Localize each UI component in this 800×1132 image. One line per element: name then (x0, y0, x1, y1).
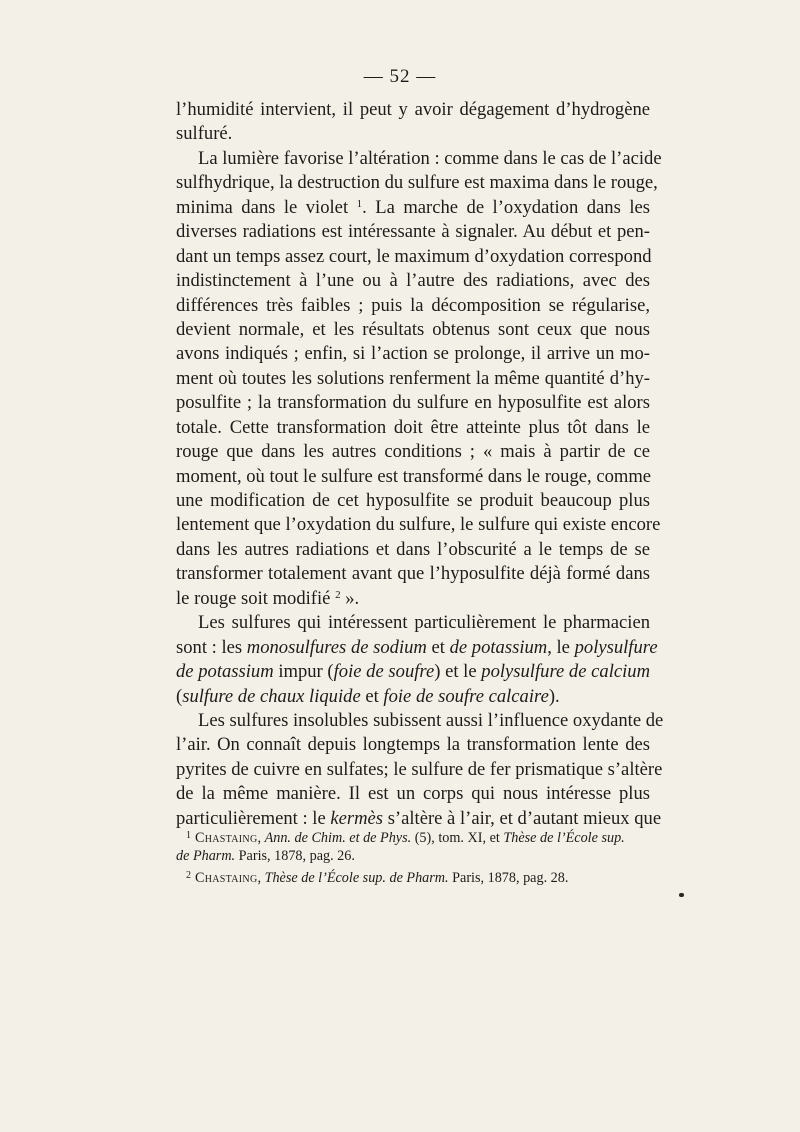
text-line: le rouge soit modifié $^2$ ». (176, 587, 360, 609)
footnote-reference: 1 (356, 197, 363, 210)
text-line: dans les autres radiations et dans l’obscurité a le temps de se (176, 538, 650, 560)
text-line: devient normale, et les résultats obtenus sont ceux que nous (176, 318, 650, 340)
paragraph-start: Les sulfures qui intéressent particulièrement le pharmacien (198, 612, 650, 634)
text-line: de la même manière. Il est un corps qui nous intéresse plus (176, 783, 650, 805)
text-line: dant un temps assez court, le maximum d’oxydation correspond (176, 245, 652, 267)
italic-term: foie de soufre (333, 661, 435, 683)
page-number: — 52 — (363, 66, 437, 87)
footnote-author: Chastaing (195, 830, 258, 846)
footnote-2: $^2$ Chastaing, Thèse de l’École sup. de Pharm. Paris, 1878, pag. 28. (186, 870, 569, 886)
text-line: l’air. On connaît depuis longtemps la transformation lente des (176, 734, 650, 756)
text-line: une modification de cet hyposulfite se produit beaucoup plus (176, 490, 650, 511)
italic-term: polysulfure (574, 636, 658, 658)
text-line: indistinctement à l’une ou à l’autre des radiations, avec des (176, 270, 650, 292)
text-line: minima dans le violet $^1$. La marche de l’oxydation dans les (176, 196, 650, 218)
italic-term: polysulfure de calcium (481, 661, 650, 683)
italic-term: sulfure de chaux liquide (182, 685, 361, 707)
italic-term: monosulfures de sodium (246, 636, 427, 658)
text-line: particulièrement : le kermès s’altère à l’air, et d’autant mieux que (176, 807, 662, 829)
italic-term: de potassium (449, 636, 548, 658)
text-line: (sulfure de chaux liquide et foie de soufre calcaire). (176, 685, 560, 707)
italic-term: kermès (330, 807, 384, 829)
italic-term: foie de soufre calcaire (383, 685, 549, 707)
body-text (176, 98, 664, 831)
footnote-1: $^1$ Chastaing, Ann. de Chim. et de Phys. (5), tom. XI, et Thèse de l’École sup. (186, 830, 625, 846)
footnote-author: Chastaing (195, 870, 258, 886)
text-line: sulfhydrique, la destruction du sulfure est maxima dans le rouge, (176, 172, 658, 194)
footnote-reference: 2 (335, 588, 341, 601)
text-line: ment où toutes les solutions renferment la même quantité d’hy- (176, 367, 650, 389)
text-line: transformer totalement avant que l’hyposulfite déjà formé dans (176, 563, 650, 585)
text-line: de potassium impur (foie de soufre) et le polysulfure de calcium (176, 661, 650, 683)
text-line: moment, où tout le sulfure est transformé dans le rouge, comme (176, 465, 652, 487)
text-line: totale. Cette transformation doit être atteinte plus tôt dans le (176, 416, 650, 438)
text-line: différences très faibles ; puis la décomposition se régularise, (176, 294, 650, 316)
text-line: lentement que l’oxydation du sulfure, le sulfure qui existe encore (176, 514, 661, 536)
paragraph-start: Les sulfures insolubles subissent aussi l’influence oxydante de (198, 709, 664, 731)
text-line: sulfuré. (176, 123, 233, 145)
text-line: sont : les monosulfures de sodium et de potassium, le polysulfure (176, 636, 658, 658)
paragraph-start: La lumière favorise l’altération : comme dans le cas de l’acide (198, 147, 662, 169)
text-line: l’humidité intervient, il peut y avoir dégagement d’hydrogène (176, 99, 650, 120)
text-line: rouge que dans les autres conditions ; « mais à partir de ce (176, 441, 650, 463)
footnotes (176, 826, 650, 886)
italic-term: de potassium (176, 661, 274, 683)
ink-speck (679, 893, 684, 897)
text-line: posulfite ; la transformation du sulfure en hyposulfite est alors (176, 392, 650, 414)
text-line: pyrites de cuivre en sulfates; le sulfure de fer prismatique s’altère (176, 758, 663, 780)
text-line: avons indiqués ; enfin, si l’action se prolonge, il arrive un mo- (176, 343, 650, 365)
footnote-1-continued: de Pharm. Paris, 1878, pag. 26. (176, 848, 355, 864)
text-line: diverses radiations est intéressante à signaler. Au début et pen- (176, 221, 650, 243)
